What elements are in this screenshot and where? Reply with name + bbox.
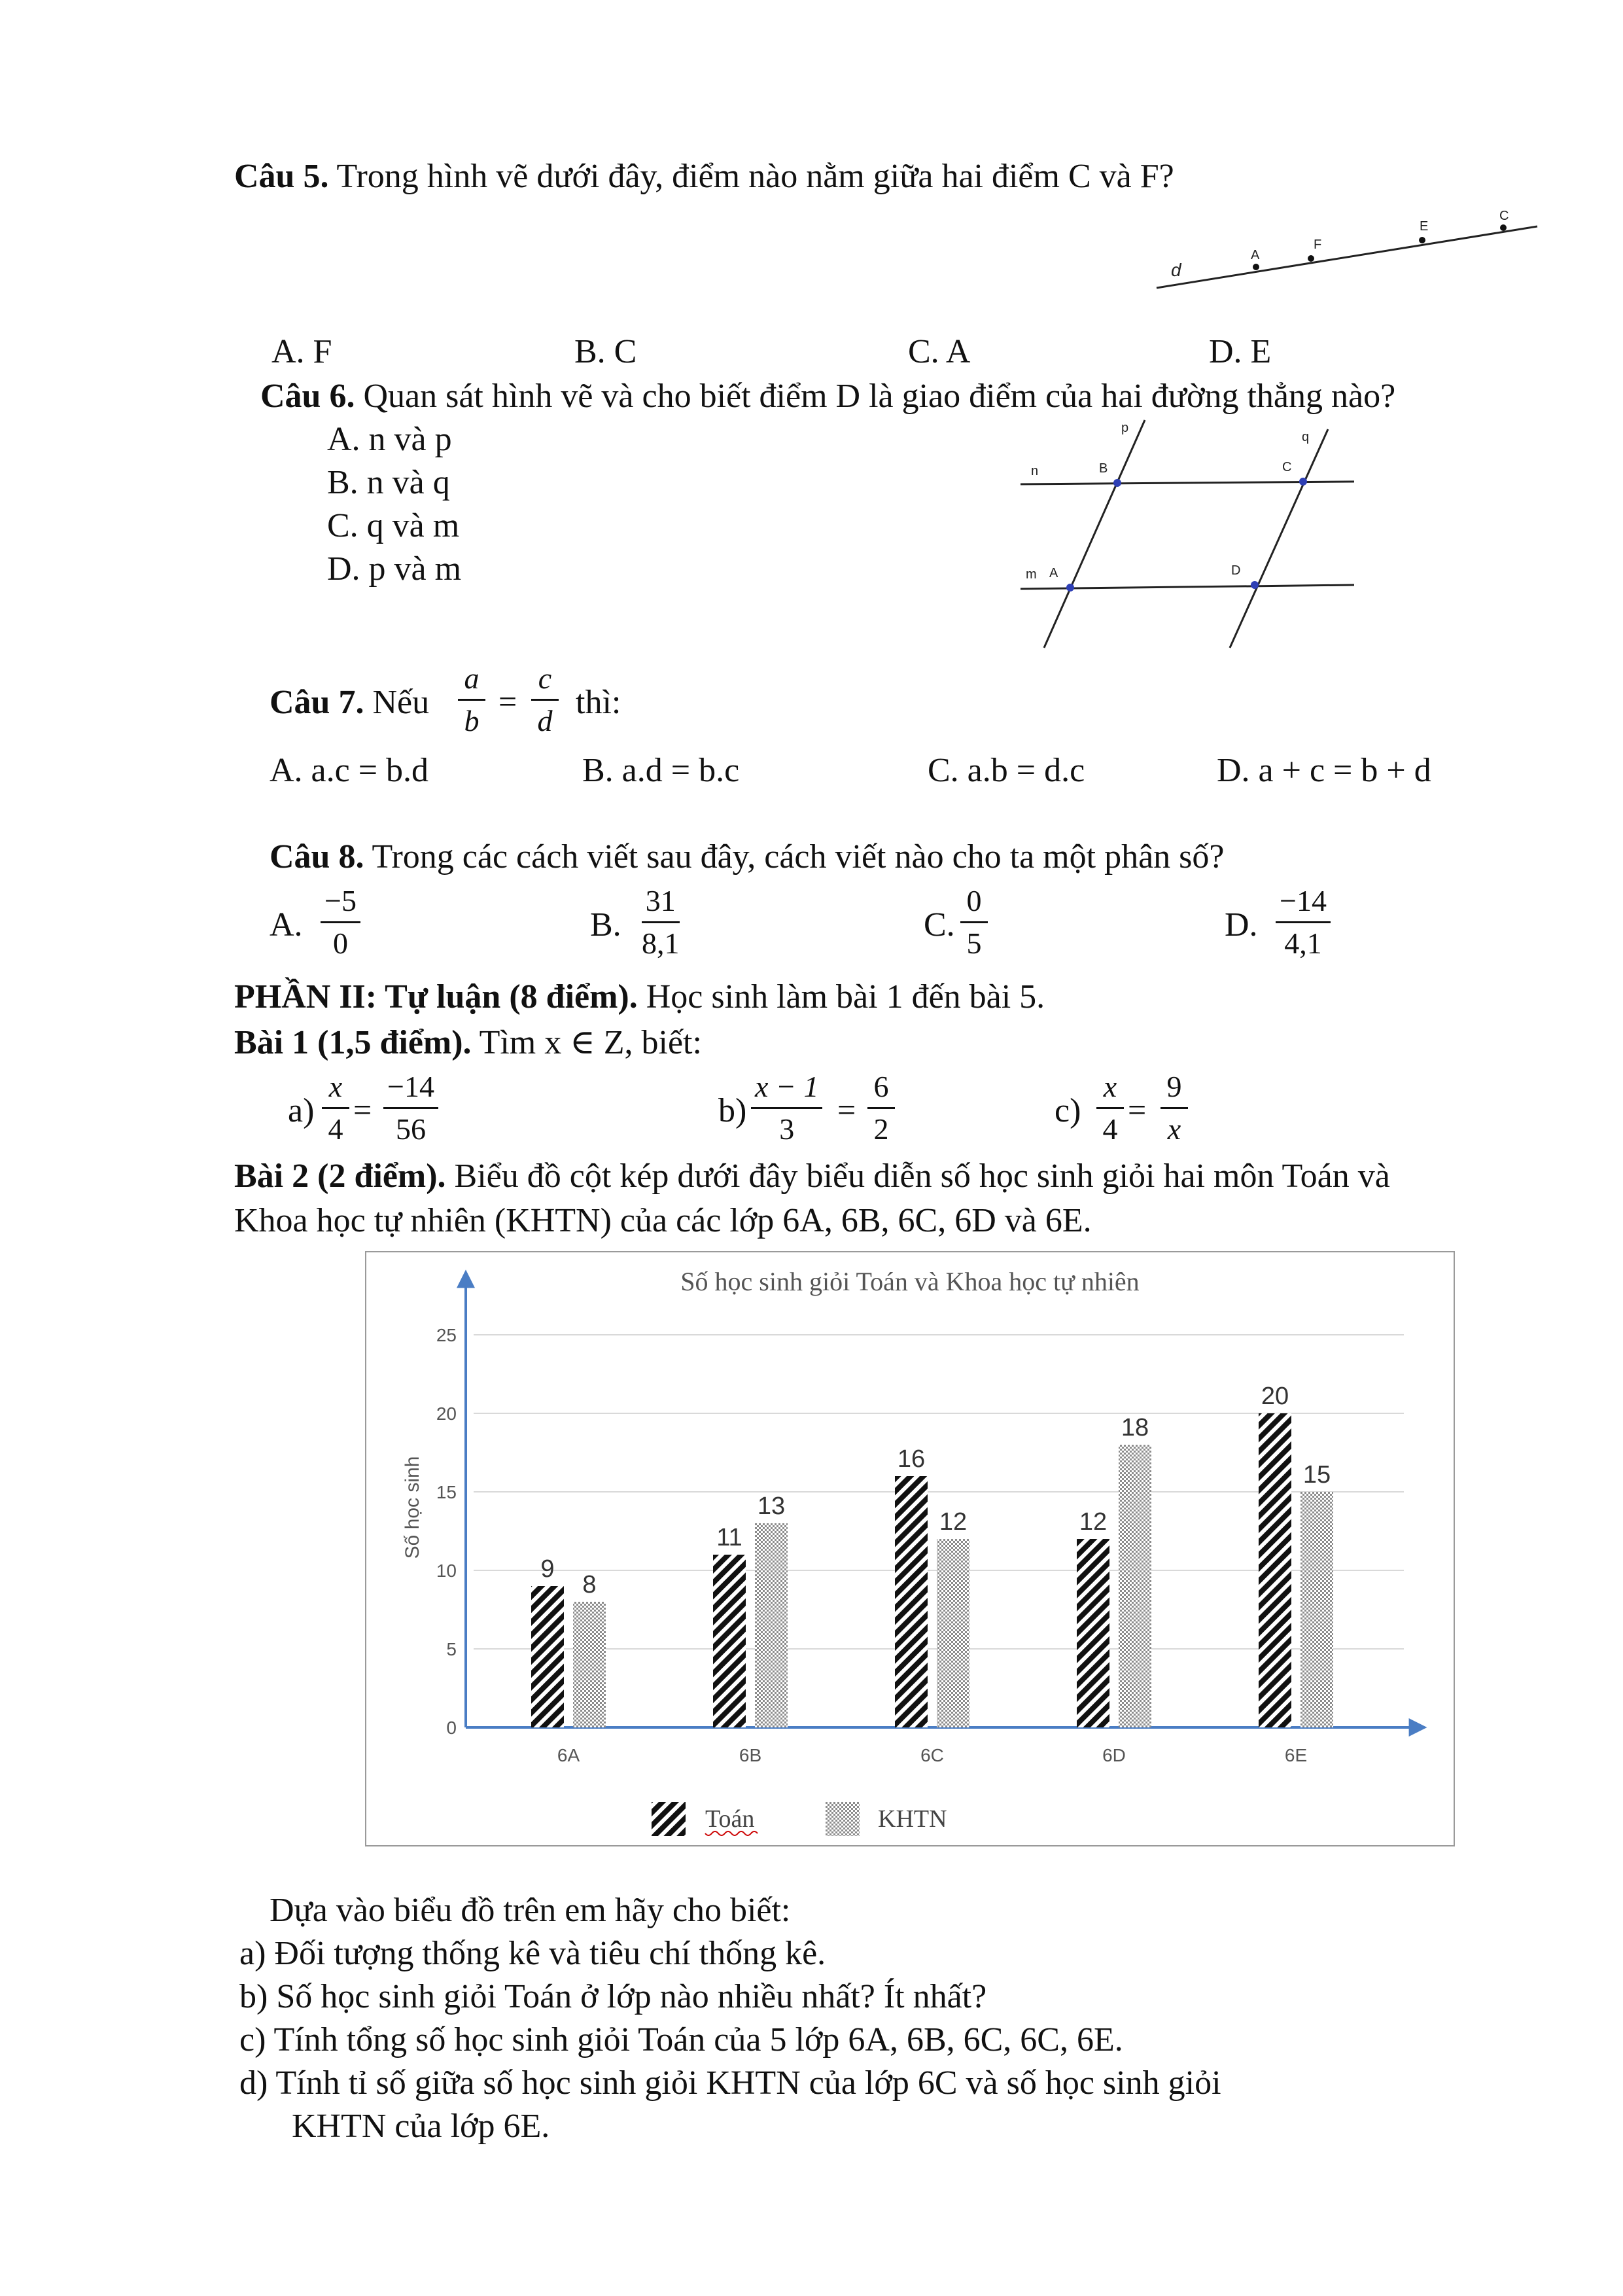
- chart-y-tick: 0: [446, 1718, 457, 1738]
- bai1-b-n1: x − 1: [751, 1069, 822, 1109]
- bar-label: 11: [716, 1524, 742, 1551]
- q6-point-b: [1113, 479, 1121, 487]
- question-a: a) Đối tượng thống kê và tiêu chí thống kê.: [239, 1935, 826, 1972]
- question-c: c) Tính tổng số học sinh giỏi Toán của 5 lớp 6A, 6B, 6C, 6C, 6E.: [239, 2021, 1123, 2058]
- part2-text: Học sinh làm bài 1 đến bài 5.: [646, 978, 1045, 1016]
- q5-label-c: C: [1499, 209, 1509, 223]
- q6-point-a: [1066, 584, 1074, 592]
- question-d-line1: d) Tính tỉ số giữa số học sinh giỏi KHTN của lớp 6C và số học sinh giỏi: [239, 2064, 1221, 2102]
- chart-legend: [652, 1802, 947, 1836]
- q6-figure: [1007, 412, 1361, 654]
- q6-line-p: [1044, 420, 1145, 648]
- bar-Toán-6B: [713, 1555, 746, 1727]
- part2-heading: [234, 978, 1045, 1017]
- bai1-a-n2: −14: [383, 1069, 438, 1109]
- q5-label-f: F: [1314, 238, 1322, 252]
- q6-line-q: [1230, 429, 1328, 648]
- bar-label: 9: [540, 1555, 555, 1583]
- bai1-c-d2: x: [1167, 1112, 1181, 1146]
- bai2-label: Bài 2 (2 điểm).: [234, 1157, 446, 1195]
- bar-label: 18: [1121, 1414, 1149, 1441]
- q7-frac-a-b: [458, 661, 485, 739]
- questions-intro: Dựa vào biểu đồ trên em hãy cho biết:: [270, 1892, 791, 1929]
- bai1-b-n2: 6: [867, 1069, 895, 1109]
- bai1-a-eq: =: [353, 1091, 372, 1128]
- bai1-b-frac2: [867, 1069, 895, 1147]
- bar-label: 8: [582, 1571, 597, 1598]
- bar-KHTN-6D: [1119, 1445, 1151, 1727]
- bar-Toán-6A: [531, 1586, 564, 1727]
- bar-label: 20: [1261, 1383, 1289, 1410]
- bai1-a-d1: 4: [328, 1112, 343, 1146]
- bai1-text: Tìm x ∈ Z, biết:: [479, 1024, 702, 1061]
- chart-x-tick: 6C: [920, 1745, 944, 1765]
- q6-question: [260, 377, 1395, 416]
- chart-y-tick: 15: [436, 1482, 457, 1502]
- q5-point-a: [1253, 264, 1259, 270]
- bar-KHTN-6C: [937, 1539, 969, 1727]
- chart-x-tick: 6B: [739, 1745, 762, 1765]
- q5-figure: [1151, 209, 1544, 294]
- bai1-label: Bài 1 (1,5 điểm).: [234, 1024, 472, 1061]
- bar-Toán-6E: [1259, 1413, 1291, 1727]
- q5-line-d: [1157, 226, 1537, 288]
- q7-post: thì:: [576, 684, 621, 721]
- chart-y-tick: 5: [446, 1639, 457, 1659]
- q5-option-d: D. E: [1209, 333, 1272, 370]
- bai1-b-prefix: b): [718, 1092, 747, 1129]
- chart-y-tick: 20: [436, 1404, 457, 1424]
- bai2-text1: Biểu đồ cột kép dưới đây biểu diễn số học sinh giỏi hai môn Toán và: [454, 1157, 1390, 1195]
- bai1-heading: [234, 1023, 702, 1063]
- bai1-a-frac2: [383, 1069, 438, 1147]
- q7-frac-c-d: [531, 661, 559, 739]
- bar-chart: [366, 1252, 1454, 1845]
- bar-label: 15: [1302, 1461, 1331, 1489]
- bai1-b-d1: 3: [779, 1112, 795, 1146]
- bai1-c-eq: =: [1128, 1091, 1147, 1128]
- q6-text: Quan sát hình vẽ và cho biết điểm D là giao điểm của hai đường thẳng nào?: [363, 378, 1396, 415]
- q5-label-a: A: [1251, 248, 1260, 262]
- bai1-c-n2: 9: [1161, 1069, 1188, 1109]
- q7-frac2-num: c: [531, 661, 559, 701]
- bar-label: 12: [1079, 1508, 1108, 1536]
- q7-lead: [270, 683, 429, 722]
- bai1-c-d1: 4: [1102, 1112, 1118, 1146]
- q8-option-b-letter: B.: [590, 906, 621, 944]
- bai1-a-d2: 56: [395, 1112, 426, 1146]
- q7-frac2-den: d: [537, 704, 553, 737]
- q5-point-c: [1500, 224, 1507, 231]
- q5-option-c: C. A: [908, 333, 971, 370]
- q8-d-den: 4,1: [1284, 927, 1322, 960]
- chart-x-tick: 6D: [1102, 1745, 1126, 1765]
- q6-label-a: A: [1049, 566, 1058, 580]
- q6-option-c: C. q và m: [327, 507, 460, 544]
- q6-point-d: [1251, 581, 1259, 589]
- q8-option-b-frac: [638, 883, 684, 961]
- q5-text: Trong hình vẽ dưới đây, điểm nào nằm giữa hai điểm C và F?: [336, 158, 1174, 195]
- question-d-line2: KHTN của lớp 6E.: [292, 2108, 550, 2145]
- q6-point-c: [1299, 478, 1307, 486]
- chart-y-tick: 25: [436, 1325, 457, 1345]
- q8-option-a-letter: A.: [270, 906, 303, 944]
- q7-frac1-num: a: [458, 661, 485, 701]
- q8-text: Trong các cách viết sau đây, cách viết nào cho ta một phân số?: [372, 838, 1225, 875]
- q7-label: Câu 7.: [270, 684, 364, 721]
- q6-option-b: B. n và q: [327, 464, 450, 501]
- q6-label-d: D: [1231, 563, 1241, 578]
- legend-swatch-toan: [652, 1802, 686, 1836]
- q8-question: [270, 838, 1224, 877]
- bai1-c-n1: x: [1096, 1069, 1124, 1109]
- chart-title: Số học sinh giỏi Toán và Khoa học tự nhiên: [680, 1267, 1140, 1296]
- q8-c-num: 0: [960, 883, 988, 923]
- q7-option-b: B. a.d = b.c: [582, 752, 740, 789]
- q5-point-e: [1419, 237, 1425, 243]
- q8-option-c-letter: C.: [924, 906, 955, 944]
- q6-label-p: p: [1121, 421, 1129, 435]
- q6-label-n: n: [1031, 464, 1039, 478]
- bai1-c-frac2: [1161, 1069, 1188, 1147]
- q5-label-e: E: [1420, 219, 1429, 234]
- q8-b-num: 31: [642, 883, 680, 923]
- q8-a-den: 0: [332, 927, 348, 960]
- q7-option-a: A. a.c = b.d: [270, 752, 429, 789]
- q7-equals: =: [498, 683, 517, 720]
- bai1-b-eq: =: [837, 1091, 856, 1128]
- bar-label: 16: [897, 1445, 926, 1473]
- part2-title: PHẦN II: Tự luận (8 điểm).: [234, 978, 638, 1016]
- q8-c-den: 5: [966, 927, 982, 960]
- bar-label: 13: [757, 1492, 786, 1520]
- bai2-line2: Khoa học tự nhiên (KHTN) của các lớp 6A, 6B, 6C, 6D và 6E.: [234, 1202, 1092, 1239]
- bar-KHTN-6A: [573, 1602, 606, 1727]
- chart-y-axis-title: Số học sinh: [402, 1456, 423, 1559]
- q6-label: Câu 6.: [260, 378, 355, 415]
- q6-label-b: B: [1099, 461, 1108, 476]
- q8-option-c-frac: [960, 883, 988, 961]
- bar-Toán-6D: [1077, 1539, 1109, 1727]
- bai1-c-prefix: c): [1055, 1092, 1081, 1129]
- chart-x-tick: 6E: [1284, 1745, 1308, 1765]
- q7-pre: Nếu: [372, 684, 430, 721]
- q5-line-label: d: [1171, 260, 1181, 280]
- chart-x-tick: 6A: [557, 1745, 580, 1765]
- q5-option-b: B. C: [574, 333, 637, 370]
- bai2-line1: [234, 1157, 1390, 1196]
- bar-Toán-6C: [895, 1476, 928, 1727]
- chart-y-tick: 10: [436, 1561, 457, 1581]
- q8-option-d-letter: D.: [1225, 906, 1258, 944]
- bai1-a-n1: x: [322, 1069, 349, 1109]
- bai1-a-frac1: [322, 1069, 349, 1147]
- q7-frac1-den: b: [464, 704, 480, 737]
- q7-option-d: D. a + c = b + d: [1217, 752, 1431, 789]
- q5-question: [234, 157, 1174, 196]
- q5-point-f: [1308, 255, 1314, 262]
- q8-a-num: −5: [321, 883, 360, 923]
- bar-label: 12: [939, 1508, 968, 1536]
- q8-option-a-frac: [321, 883, 360, 961]
- q7-option-c: C. a.b = d.c: [928, 752, 1085, 789]
- legend-label-toan: Toán: [705, 1805, 755, 1833]
- q8-label: Câu 8.: [270, 838, 364, 875]
- q6-option-d: D. p và m: [327, 550, 462, 588]
- bar-KHTN-6E: [1300, 1492, 1333, 1727]
- q6-label-c: C: [1282, 460, 1292, 474]
- q6-label-m: m: [1026, 567, 1037, 582]
- bai1-a-prefix: a): [288, 1092, 315, 1129]
- q5-label: Câu 5.: [234, 158, 329, 195]
- q6-option-a: A. n và p: [327, 421, 452, 458]
- bai1-b-d2: 2: [873, 1112, 889, 1146]
- q5-option-a: A. F: [271, 333, 332, 370]
- q6-label-q: q: [1302, 430, 1310, 444]
- q8-d-num: −14: [1276, 883, 1331, 923]
- bai1-c-frac1: [1096, 1069, 1124, 1147]
- q8-b-den: 8,1: [642, 927, 680, 960]
- q8-option-d-frac: [1276, 883, 1331, 961]
- legend-label-khtn: KHTN: [878, 1805, 947, 1833]
- legend-swatch-khtn: [826, 1802, 860, 1836]
- chart-frame: [365, 1251, 1455, 1846]
- bai1-b-frac1: [751, 1069, 822, 1147]
- bar-KHTN-6B: [755, 1523, 788, 1727]
- question-b: b) Số học sinh giỏi Toán ở lớp nào nhiều nhất? Ít nhất?: [239, 1978, 987, 2015]
